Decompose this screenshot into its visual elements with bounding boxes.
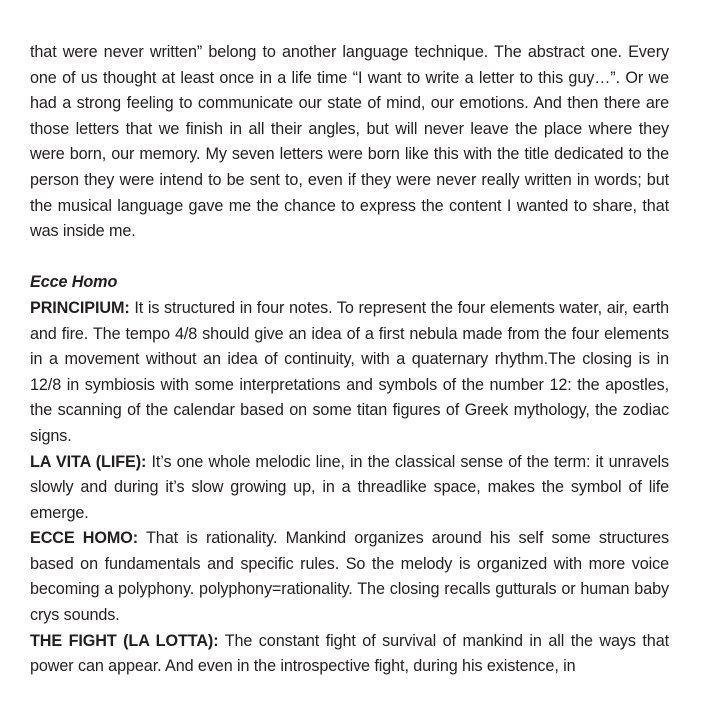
entry-text: The constant fight of survival of mankind in all the ways that power can appear. And even in the introspective fight, during his existence, in (30, 631, 669, 676)
entry-the-fight (30, 629, 669, 680)
entry-la-vita (30, 450, 669, 527)
entry-term: LA VITA (LIFE): (30, 452, 147, 471)
entry-text: That is rationality. Mankind organizes around his self some structures based on fundamentals and specific rules. So the melody is organized with more voice becoming a polyphony. polyphony=rationality. The closing recalls gutturals or human baby crys sounds. (30, 529, 669, 625)
entry-principium (30, 296, 669, 450)
entry-term: ECCE HOMO: (30, 529, 139, 548)
entry-term: THE FIGHT (LA LOTTA): (30, 631, 219, 650)
document-page (30, 40, 669, 680)
entry-term: PRINCIPIUM: (30, 298, 130, 317)
entry-text: It is structured in four notes. To represent the four elements water, air, earth and fire. The tempo 4/8 should give an idea of a first nebula made from the four elements in a movement without an idea of continuity, with a quaternary rhythm.The closing is in 12/8 in symbiosis with some interpretations and symbols of the number 12: the apostles, the scanning of the calendar based on some titan figures of Greek mythology, the zodiac signs. (30, 298, 669, 445)
paragraph-gap (30, 245, 669, 271)
entry-text: It’s one whole melodic line, in the classical sense of the term: it unravels slowly and during it’s slow growing up, in a threadlike space, makes the symbol of life emerge. (30, 452, 669, 522)
section-title: Ecce Homo (30, 273, 118, 292)
intro-paragraph: that were never written” belong to another language technique. The abstract one. Every one of us thought at least once in a life time “I want to write a letter to this guy…”. Or we had a strong feeling to communicate our state of mind, our emotions. And then there are those letters that we finish in all their angles, but will never leave the place where they were born, our memory. My seven letters were born like this with the title dedicated to the person they were intend to be sent to, even if they were never really written in words; but the musical language gave me the chance to express the content I wanted to share, that was inside me. (30, 43, 669, 241)
entry-ecce-homo (30, 526, 669, 628)
